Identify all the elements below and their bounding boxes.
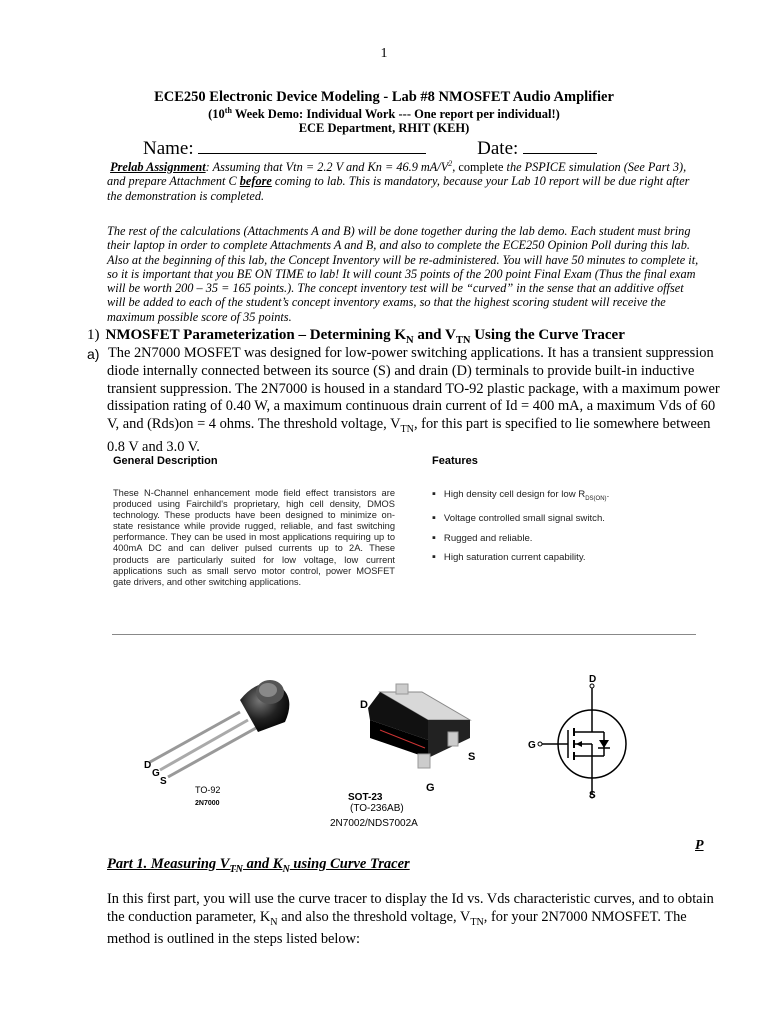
to92-pin-label: G bbox=[152, 768, 160, 779]
date-blank[interactable] bbox=[523, 137, 597, 154]
general-description-text: These N-Channel enhancement mode field effect transistors are produced using Fairchild's proprietary, high cell density, DMOS technology. These products have been designed to minimize on-state resistance while provide rugged, reliable, and fast switching performance. They can be used in most applications requiring up to 400mA DC and can deliver pulsed currents up to 2A. These products are particularly suited for low voltage, low current applications such as small servo motor control, power MOSFET gate drivers, and other switching applications. bbox=[113, 488, 395, 587]
item-a-label: a) bbox=[87, 346, 100, 362]
date-label: Date: bbox=[477, 138, 519, 159]
lab-demo-paragraph: The rest of the calculations (Attachments A and B) will be done together during the lab demo. Each student must bring their laptop in order to complete Attachments A and B, and also to complete the ECE250 Opinion Poll during this lab. Also at the beginning of this lab, the Concept Inventory will be re-administered. You will have 50 minutes to complete it, so it is important that you BE ON TIME to lab! It will count 35 points of the 200 point Final Exam (Thus the final exam will be worth 200 – 35 = 165 points.). The concept inventory test will be “curved” in the sense that an additive offset will be added to each of the student’s concept inventory exams, so that the highest scoring student will receive the maximum possible score of 35 points. bbox=[107, 224, 699, 324]
sot23-pin-label: S bbox=[468, 751, 476, 763]
to92-package-drawing bbox=[130, 660, 330, 810]
feature-item: ▪ High density cell design for low $R_{DS(ON)}$. bbox=[432, 485, 609, 509]
sot23-package-drawing bbox=[330, 680, 500, 830]
page-number: 1 bbox=[380, 46, 388, 61]
to92-name: TO-92 bbox=[195, 785, 221, 795]
part1-intro-paragraph: In this first part, you will use the curve tracer to display the Id vs. Vds characteristic curves, and to obtain the conduction parameter, $K_N$ and also the threshold voltage, $V_{TN}$, for your 2N7000 NMOSFET. The method is outlined in the steps listed below: bbox=[107, 891, 714, 948]
sot23-name: SOT-23 bbox=[348, 792, 383, 803]
symbol-pin-label: D bbox=[589, 674, 597, 685]
document-subtitle: (10th Week Demo: Individual Work --- One report per individual!) bbox=[208, 106, 560, 122]
symbol-pin-label: S bbox=[589, 790, 596, 801]
name-label: Name: bbox=[143, 138, 194, 159]
sot23-pin-label: D bbox=[360, 699, 368, 711]
section-divider bbox=[112, 634, 696, 635]
feature-item: ▪ Voltage controlled small signal switch. bbox=[432, 509, 609, 529]
document-title: ECE250 Electronic Device Modeling - Lab #8 NMOSFET Audio Amplifier bbox=[154, 89, 614, 105]
feature-item: ▪ Rugged and reliable. bbox=[432, 529, 609, 549]
part1-heading: Part 1. Measuring $V_{TN}$ and $K_N$ using Curve Tracer bbox=[107, 856, 410, 875]
to92-pin-label: S bbox=[160, 776, 167, 787]
department-line: ECE Department, RHIT (KEH) bbox=[298, 121, 470, 135]
prelab-paragraph: Prelab Assignment: Assuming that Vtn = 2.2 V and Kn = 46.9 $mA/V^2$, complete the PSPICE simulation (See Part 3), and prepare Attachment C before coming to lab. This is mandatory, because your Lab 10 report will be due right after the demonstration is completed. bbox=[107, 159, 690, 203]
feature-item: ▪ High saturation current capability. bbox=[432, 548, 609, 568]
features-heading: Features bbox=[432, 455, 478, 467]
to92-package bbox=[130, 660, 330, 810]
sot23-package bbox=[330, 680, 500, 830]
general-description-heading: General Description bbox=[113, 455, 218, 467]
sot23-pin-label: G bbox=[426, 782, 435, 794]
name-blank[interactable] bbox=[198, 137, 426, 154]
symbol-pin-label: G bbox=[528, 740, 536, 751]
to92-part: 2N7000 bbox=[195, 800, 220, 807]
sot23-part: 2N7002/NDS7002A bbox=[330, 818, 418, 829]
section-1-heading: 1) NMOSFET Parameterization – Determining $K_N$ and $V_{TN}$ Using the Curve Tracer bbox=[87, 327, 625, 346]
features-list bbox=[432, 485, 609, 568]
item-a-paragraph: The 2N7000 MOSFET was designed for low-power switching applications. It has a transient suppression diode internally connected between its source (S) and drain (D) terminals to provide built-in inductive transient suppression. The 2N7000 is housed in a standard TO-92 plastic package, with a maximum power dissipation rating of 0.40 W, a maximum continuous drain current of Id = 400 mA, a maximum Vds of 60 V, and (Rds)on = 4 ohms. The threshold voltage, $V_{TN}$, for this part is specified to lie somewhere between 0.8 V and 3.0 V. bbox=[107, 345, 720, 455]
mosfet-symbol-drawing bbox=[528, 672, 638, 802]
sot23-alt: (TO-236AB) bbox=[350, 803, 404, 814]
to92-pin-label: D bbox=[144, 760, 152, 771]
mosfet-symbol bbox=[528, 672, 638, 802]
p-mark: P bbox=[695, 838, 704, 853]
